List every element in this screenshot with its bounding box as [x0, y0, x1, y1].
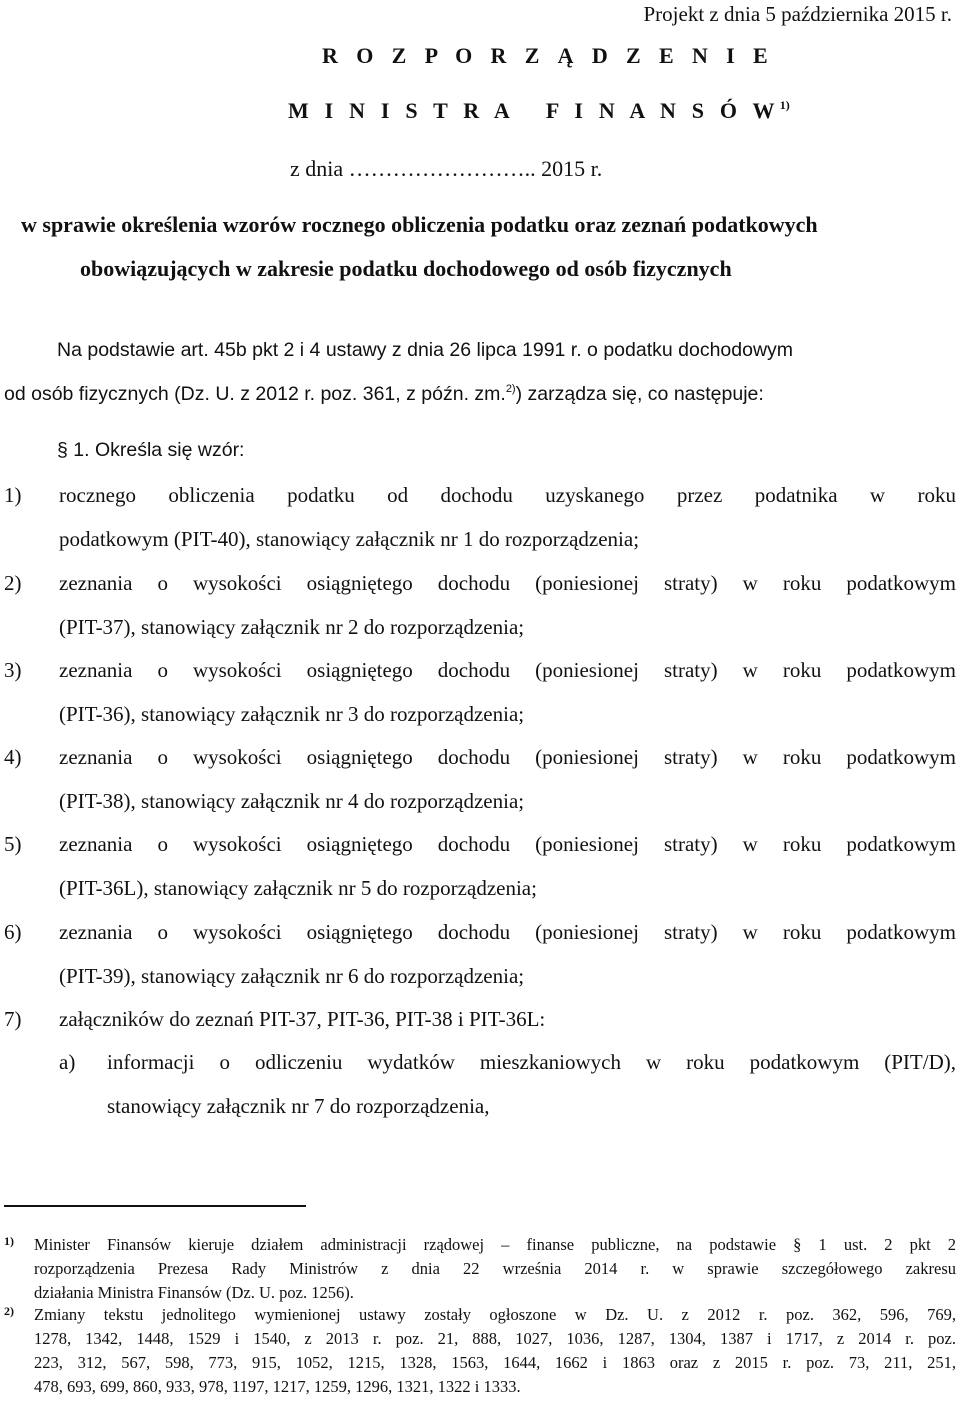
- item-number: 4): [4, 745, 22, 769]
- subitem-a-line-1: informacji o odliczeniu wydatków mieszkaniowych w roku podatkowym (PIT/D),: [107, 1050, 956, 1074]
- item-3-line-2: (PIT-36), stanowiący załącznik nr 3 do rozporządzenia;: [59, 702, 525, 726]
- item-5-line-2: (PIT-36L), stanowiący załącznik nr 5 do rozporządzenia;: [59, 876, 537, 900]
- item-number: 1): [4, 483, 22, 507]
- footnote-ref-1: 1): [779, 98, 790, 112]
- item-5-line-1: zeznania o wysokości osiągniętego dochodu (poniesionej straty) w roku podatkowym: [59, 832, 956, 856]
- footnote-2-line-1: Zmiany tekstu jednolitego wymienionej ustawy zostały ogłoszone w Dz. U. z 2012 r. poz. 362, 596, 769,: [34, 1305, 956, 1324]
- item-3-line-1: zeznania o wysokości osiągniętego dochodu (poniesionej straty) w roku podatkowym: [59, 658, 956, 682]
- subject-line-1: w sprawie określenia wzorów rocznego obliczenia podatku oraz zeznań podatkowych: [21, 212, 818, 237]
- paragraph-1-intro: § 1. Określa się wzór:: [57, 439, 245, 461]
- footnote-ref-2: 2): [505, 383, 516, 395]
- subitem-a-line-2: stanowiący załącznik nr 7 do rozporządzenia,: [107, 1094, 490, 1118]
- item-number: 7): [4, 1007, 22, 1031]
- subitem-letter: a): [59, 1050, 76, 1074]
- footnote-2-line-2: 1278, 1342, 1448, 1529 i 1540, z 2013 r. poz. 21, 888, 1027, 1036, 1287, 1304, 1387 i 1717, z 2014 r. poz.: [34, 1329, 956, 1348]
- preamble-text-a: od osób fizycznych (Dz. U. z 2012 r. poz. 361, z późn. zm.: [4, 383, 506, 405]
- footnote-1-line-2: rozporządzenia Prezesa Rady Ministrów z dnia 22 września 2014 r. w sprawie szczegółowego zakresu: [34, 1259, 956, 1278]
- item-6-line-1: zeznania o wysokości osiągniętego dochodu (poniesionej straty) w roku podatkowym: [59, 920, 956, 944]
- item-4-line-2: (PIT-38), stanowiący załącznik nr 4 do rozporządzenia;: [59, 789, 525, 813]
- item-7-line-1: załączników do zeznań PIT-37, PIT-36, PIT-38 i PIT-36L:: [59, 1007, 546, 1031]
- item-2-line-2: (PIT-37), stanowiący załącznik nr 2 do rozporządzenia;: [59, 615, 525, 639]
- item-number: 3): [4, 658, 22, 682]
- subject-line-2: obowiązujących w zakresie podatku dochodowego od osób fizycznych: [80, 256, 732, 281]
- item-number: 2): [4, 571, 22, 595]
- regulation-title: R O Z P O R Z Ą D Z E N I E: [322, 43, 775, 68]
- issuer-title-text: M I N I S T R A F I N A N S Ó W: [288, 98, 780, 123]
- issuer-title: [288, 98, 790, 124]
- footnote-separator: [4, 1205, 306, 1207]
- item-6-line-2: (PIT-39), stanowiący załącznik nr 6 do rozporządzenia;: [59, 964, 525, 988]
- preamble-line-1: Na podstawie art. 45b pkt 2 i 4 ustawy z dnia 26 lipca 1991 r. o podatku dochodowym: [57, 339, 794, 361]
- footnote-2-line-3: 223, 312, 567, 598, 773, 915, 1052, 1215, 1328, 1563, 1644, 1662 i 1863 oraz z 2015 r. poz. 73, 211, 251,: [34, 1353, 956, 1372]
- footnote-2-line-4: 478, 693, 699, 860, 933, 978, 1197, 1217, 1259, 1296, 1321, 1322 i 1333.: [34, 1377, 521, 1396]
- item-2-line-1: zeznania o wysokości osiągniętego dochodu (poniesionej straty) w roku podatkowym: [59, 571, 956, 595]
- item-1-line-1: rocznego obliczenia podatku od dochodu uzyskanego przez podatnika w roku: [59, 483, 956, 507]
- item-number: 6): [4, 920, 22, 944]
- item-number: 5): [4, 832, 22, 856]
- footnote-2-mark: 2): [4, 1304, 14, 1318]
- footnote-1-line-1: Minister Finansów kieruje działem administracji rządowej – finanse publiczne, na podstawie § 1 ust. 2 pkt 2: [34, 1235, 956, 1254]
- project-note: Projekt z dnia 5 października 2015 r.: [643, 2, 952, 26]
- preamble-line-2: [4, 383, 764, 406]
- footnote-1-mark: 1): [4, 1234, 14, 1248]
- footnote-1-line-3: działania Ministra Finansów (Dz. U. poz. 1256).: [34, 1283, 354, 1302]
- date-line: z dnia …………………….. 2015 r.: [290, 156, 603, 181]
- preamble-text-b: ) zarządza się, co następuje:: [515, 383, 764, 405]
- item-4-line-1: zeznania o wysokości osiągniętego dochodu (poniesionej straty) w roku podatkowym: [59, 745, 956, 769]
- item-1-line-2: podatkowym (PIT-40), stanowiący załącznik nr 1 do rozporządzenia;: [59, 527, 640, 551]
